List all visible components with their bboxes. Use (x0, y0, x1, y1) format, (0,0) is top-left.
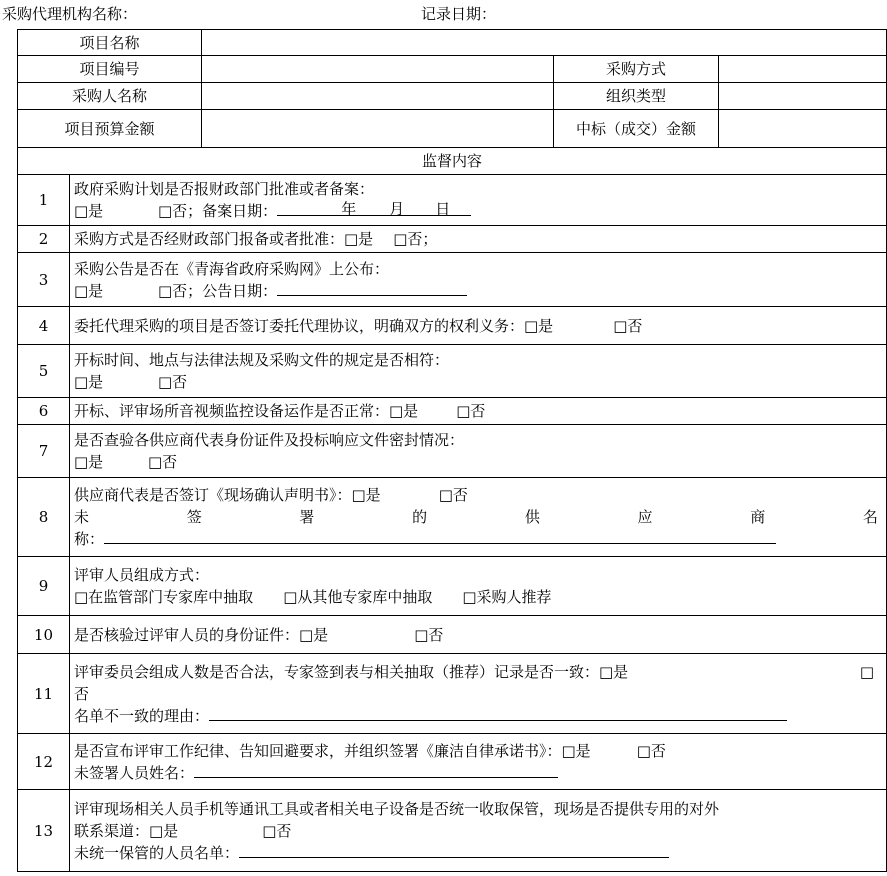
row-number: 4 (18, 307, 70, 345)
no-checkbox[interactable]: □ (859, 662, 875, 681)
no-checkbox[interactable]: □否；备案日期： (158, 202, 278, 220)
project-no-value[interactable] (202, 56, 554, 83)
question-text: 政府采购计划是否报财政部门批准或者备案： (74, 180, 375, 198)
no-checkbox[interactable]: □否；公告日期： (158, 281, 278, 300)
year-label: 年 (341, 200, 357, 218)
question-text: 是否宣布评审工作纪律、告知回避要求，并组织签署《廉洁自律承诺书》：□是 (74, 741, 591, 760)
option-regulator-pool[interactable]: □在监管部门专家库中抽取 (74, 588, 254, 606)
row-number: 11 (18, 654, 70, 734)
yes-checkbox[interactable]: □是 (74, 453, 104, 471)
row-number: 7 (18, 425, 70, 478)
budget-label: 项目预算金额 (18, 110, 202, 148)
question-text: 委托代理采购的项目是否签订委托代理协议，明确双方的权利义务：□是 (74, 316, 554, 335)
no-checkbox[interactable]: □否 (262, 821, 292, 840)
project-name-value[interactable] (202, 30, 887, 56)
yes-checkbox[interactable]: □是 (74, 373, 104, 391)
option-purchaser-recommend[interactable]: □采购人推荐 (462, 588, 552, 606)
row-section-title (18, 148, 887, 175)
yes-checkbox[interactable]: □是 (74, 281, 104, 300)
question-text: 开标时间、地点与法律法规及采购文件的规定是否相符： (74, 351, 450, 369)
char: 署 (299, 508, 315, 526)
check-row-9 (18, 557, 887, 616)
reason-label: 名单不一致的理由： (74, 706, 210, 725)
mismatch-reason-field[interactable] (209, 705, 787, 721)
no-checkbox[interactable]: □否 (148, 453, 178, 471)
purchaser-value[interactable] (202, 83, 554, 110)
row-number: 1 (18, 175, 70, 226)
purchase-method-value[interactable] (719, 56, 887, 83)
row-number: 8 (18, 478, 70, 557)
row-budget (18, 110, 887, 148)
name-label: 称： (74, 530, 105, 548)
purchaser-label: 采购人名称 (18, 83, 202, 110)
char: 供 (524, 508, 540, 526)
no-text: 否 (74, 684, 90, 703)
budget-value[interactable] (202, 110, 554, 148)
unmanaged-list-label: 未统一保管的人员名单： (74, 843, 240, 862)
row-number: 12 (18, 734, 70, 790)
question-text: 评审现场相关人员手机等通讯工具或者相关电子设备是否统一收取保管，现场是否提供专用的对外 (74, 799, 720, 818)
row-project-no (18, 56, 887, 83)
check-content (70, 175, 887, 226)
char: 未 (74, 508, 90, 526)
agency-name-label: 采购代理机构名称： (2, 5, 138, 23)
justified-line (74, 506, 886, 528)
check-row-8 (18, 478, 887, 557)
check-row-13 (18, 790, 887, 872)
supervision-form-table (17, 29, 887, 872)
question-text: 供应商代表是否签订《现场确认声明书》：□是 (74, 486, 381, 504)
check-row-4 (18, 307, 887, 345)
no-checkbox[interactable]: □否 (456, 402, 486, 420)
day-label: 日 (435, 200, 451, 218)
check-row-6 (18, 398, 887, 425)
announce-date-field[interactable] (277, 280, 467, 296)
yes-checkbox[interactable]: □是 (74, 202, 104, 220)
row-number: 3 (18, 253, 70, 307)
filing-date-field[interactable] (277, 200, 471, 216)
month-label: 月 (389, 200, 405, 218)
project-no-label: 项目编号 (18, 56, 202, 83)
question-text: 采购公告是否在《青海省政府采购网》上公布： (74, 259, 390, 278)
project-name-label: 项目名称 (18, 30, 202, 56)
row-project-name (18, 30, 887, 56)
row-number: 13 (18, 790, 70, 872)
row-number: 9 (18, 557, 70, 616)
check-row-3 (18, 253, 887, 307)
row-number: 10 (18, 616, 70, 654)
row-number: 5 (18, 345, 70, 398)
question-text: 开标、评审场所音视频监控设备运作是否正常：□是 (74, 402, 419, 420)
no-checkbox[interactable]: □否 (414, 625, 444, 644)
check-row-7 (18, 425, 887, 478)
question-text: 是否核验过评审人员的身份证件：□是 (74, 625, 329, 644)
question-text: 评审人员组成方式： (74, 566, 210, 584)
char: 签 (186, 508, 202, 526)
award-amount-label: 中标（成交）金额 (554, 110, 719, 148)
check-row-1 (18, 175, 887, 226)
question-text: 采购方式是否经财政部门报备或者批准：□是 (74, 230, 374, 248)
check-row-12 (18, 734, 887, 790)
question-text: 评审委员会组成人数是否合法，专家签到表与相关抽取（推荐）记录是否一致：□是 (74, 662, 629, 681)
no-checkbox[interactable]: □否 (636, 741, 666, 760)
char: 应 (637, 508, 653, 526)
section-title: 监督内容 (18, 148, 887, 175)
char: 的 (412, 508, 428, 526)
check-row-2 (18, 226, 887, 253)
org-type-value[interactable] (719, 83, 887, 110)
no-checkbox[interactable]: □否 (613, 316, 643, 335)
unsigned-names-field[interactable] (194, 762, 558, 778)
char: 名 (862, 508, 878, 526)
check-row-5 (18, 345, 887, 398)
record-date-label: 记录日期： (421, 5, 497, 23)
question-text: 是否查验各供应商代表身份证件及投标响应文件密封情况： (74, 431, 465, 449)
row-number: 6 (18, 398, 70, 425)
char: 商 (750, 508, 766, 526)
row-number: 2 (18, 226, 70, 253)
purchase-method-label: 采购方式 (554, 56, 719, 83)
question-text-cont: 联系渠道：□是 (74, 821, 179, 840)
no-checkbox[interactable]: □否 (158, 373, 188, 391)
unmanaged-names-field[interactable] (239, 842, 669, 858)
no-checkbox[interactable]: □否； (393, 230, 438, 248)
check-row-10 (18, 616, 887, 654)
award-amount-value[interactable] (719, 110, 887, 148)
org-type-label: 组织类型 (554, 83, 719, 110)
option-other-pool[interactable]: □从其他专家库中抽取 (283, 588, 433, 606)
unsigned-names-label: 未签署人员姓名： (74, 763, 195, 782)
row-purchaser (18, 83, 887, 110)
check-row-11 (18, 654, 887, 734)
unsigned-supplier-field[interactable] (104, 528, 776, 544)
no-checkbox[interactable]: □否 (438, 486, 468, 504)
